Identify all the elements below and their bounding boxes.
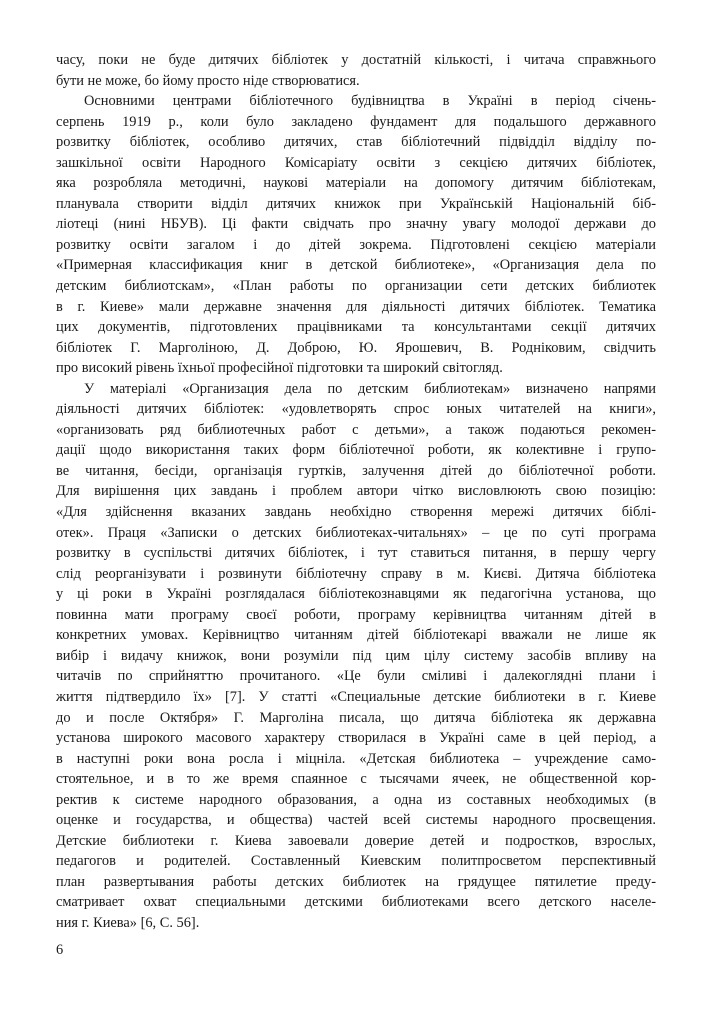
paragraph-line: Основними центрами бібліотечного будівництва в Україні в період січень-	[84, 93, 656, 110]
paragraph-line: педагогов и родителей. Составленный Киевским политпросветом перспективный	[56, 853, 656, 870]
paragraph-line: планувала створити відділ дитячих книжок при Українській Національній біб-	[56, 195, 656, 212]
paragraph-line: часу, поки не буде дитячих бібліотек у достатній кількості, і читача справжнього	[56, 52, 656, 68]
paragraph-line: життя підтвердило їх» [7]. У статті «Специальные детские библиотеки в г. Киеве	[56, 688, 656, 705]
paragraph-line: в наступні роки вона росла і міцніла. «Детская библиотека – учреждение само-	[56, 750, 656, 767]
paragraph-line: розвитку бібліотек, особливо дитячих, став бібліотечний підвідділ відділу по-	[56, 134, 656, 151]
paragraph-line: ния г. Киева» [6, С. 56].	[56, 914, 200, 931]
paragraph-line: ліотеці (нині НБУВ). Ці факти свідчать про значну увагу молодої держави до	[56, 216, 656, 233]
paragraph-line: зашкільної освіти Народного Комісаріату освіти з секцією дитячих бібліотек,	[56, 154, 656, 171]
paragraph-line: діяльності дитячих бібліотек: «удовлетворять спрос юных читателей на книги»,	[56, 401, 656, 418]
paragraph-line: отек». Праця «Записки о детских библиотеках-читальнях» – це по суті програма	[56, 524, 656, 541]
paragraph-2	[56, 91, 656, 379]
paragraph-line: ве читання, бесіди, організація гуртків, залучення дітей до бібліотечної роботи.	[56, 462, 656, 479]
paragraph-3	[56, 379, 656, 934]
paragraph-line: план развертывания работы детских библиотек на грядущее пятилетие преду-	[56, 873, 656, 890]
paragraph-line: до и после Октября» Г. Марголіна писала, що дитяча бібліотека як державна	[56, 709, 656, 726]
paragraph-line: вибір і видачу книжок, вони розуміли під цим цілу систему засобів впливу на	[56, 647, 656, 664]
paragraph-line: бути не може, бо йому просто ніде створюватися.	[56, 72, 360, 89]
paragraph-line: У матеріалі «Организация дела по детским библиотекам» визначено напрями	[84, 380, 656, 397]
paragraph-line: слід реорганізувати і розвинути бібліотечну справу в м. Києві. Дитяча бібліотека	[56, 565, 656, 582]
paragraph-line: оценке и государства, и общества) частей всей системы народного просвещения.	[56, 812, 656, 829]
page-number: 6	[56, 942, 64, 958]
paragraph-line: конкретних умовах. Керівництво читанням дітей бібліотекарі вважали не лише як	[56, 627, 656, 644]
paragraph-line: бібліотек Г. Марголіною, Д. Доброю, Ю. Ярошевич, В. Родніковим, свідчить	[56, 339, 656, 356]
paragraph-line: установа широкого масового характеру створилася в Україні саме в цей період, а	[56, 730, 656, 747]
paragraph-line: яка розробляла методичні, наукові матеріали на допомогу дитячим бібліотекам,	[56, 175, 656, 192]
paragraph-line: «Примерная классификация книг в детской библиотеке», «Организация дела по	[56, 257, 656, 274]
paragraph-1	[56, 50, 656, 91]
paragraph-line: серпень 1919 р., коли було закладено фундамент для подальшого державного	[56, 113, 656, 130]
paragraph-line: дації щодо використання таких форм бібліотечної роботи, як колективне і групо-	[56, 442, 656, 459]
paragraph-line: у ці роки в Україні розглядалася бібліотекознавцями як педагогічна установа, що	[56, 586, 656, 603]
paragraph-line: повинна мати програму своєї роботи, програму керівництва читанням дітей в	[56, 606, 656, 623]
paragraph-line: цих документів, підготовлених працівниками та консультантами секції дитячих	[56, 319, 656, 336]
paragraph-line: «Для здійснення вказаних завдань необхідно створення мережі дитячих біблі-	[56, 504, 656, 521]
paragraph-line: сматривает охват специальными детскими библиотеками всего детского населе-	[56, 894, 656, 911]
paragraph-line: Для вирішення цих завдань і проблем автори чітко висловлюють свою позицію:	[56, 483, 656, 500]
paragraph-line: в г. Киеве» мали державне значення для діяльності дитячих бібліотек. Тематика	[56, 298, 656, 315]
paragraph-line: розвитку в суспільстві дитячих бібліотек, і тут ставиться питання, в першу чергу	[56, 545, 656, 562]
paragraph-line: читачів по сприйняттю прочитаного. «Це були сміливі і далекоглядні плани і	[56, 668, 656, 685]
document-body	[56, 50, 656, 934]
paragraph-line: «организовать ряд библиотечных работ с детьми», а також подаються рекомен-	[56, 421, 656, 438]
paragraph-line: про високий рівень їхньої професійної підготовки та широкий світогляд.	[56, 360, 503, 377]
paragraph-line: Детские библиотеки г. Киева завоевали доверие детей и подростков, взрослых,	[56, 832, 656, 849]
paragraph-line: детским библиотскам», «План работы по организации сети детских библиотек	[56, 278, 656, 295]
paragraph-line: ректив к системе народного образования, а одна из составных необходимых (в	[56, 791, 656, 808]
paragraph-line: розвитку освіти загалом і до дітей зокрема. Підготовлені секцією матеріали	[56, 236, 656, 253]
paragraph-line: стоятельное, и в то же время спаянное с тысячами ячеек, не общественной кор-	[56, 771, 656, 788]
